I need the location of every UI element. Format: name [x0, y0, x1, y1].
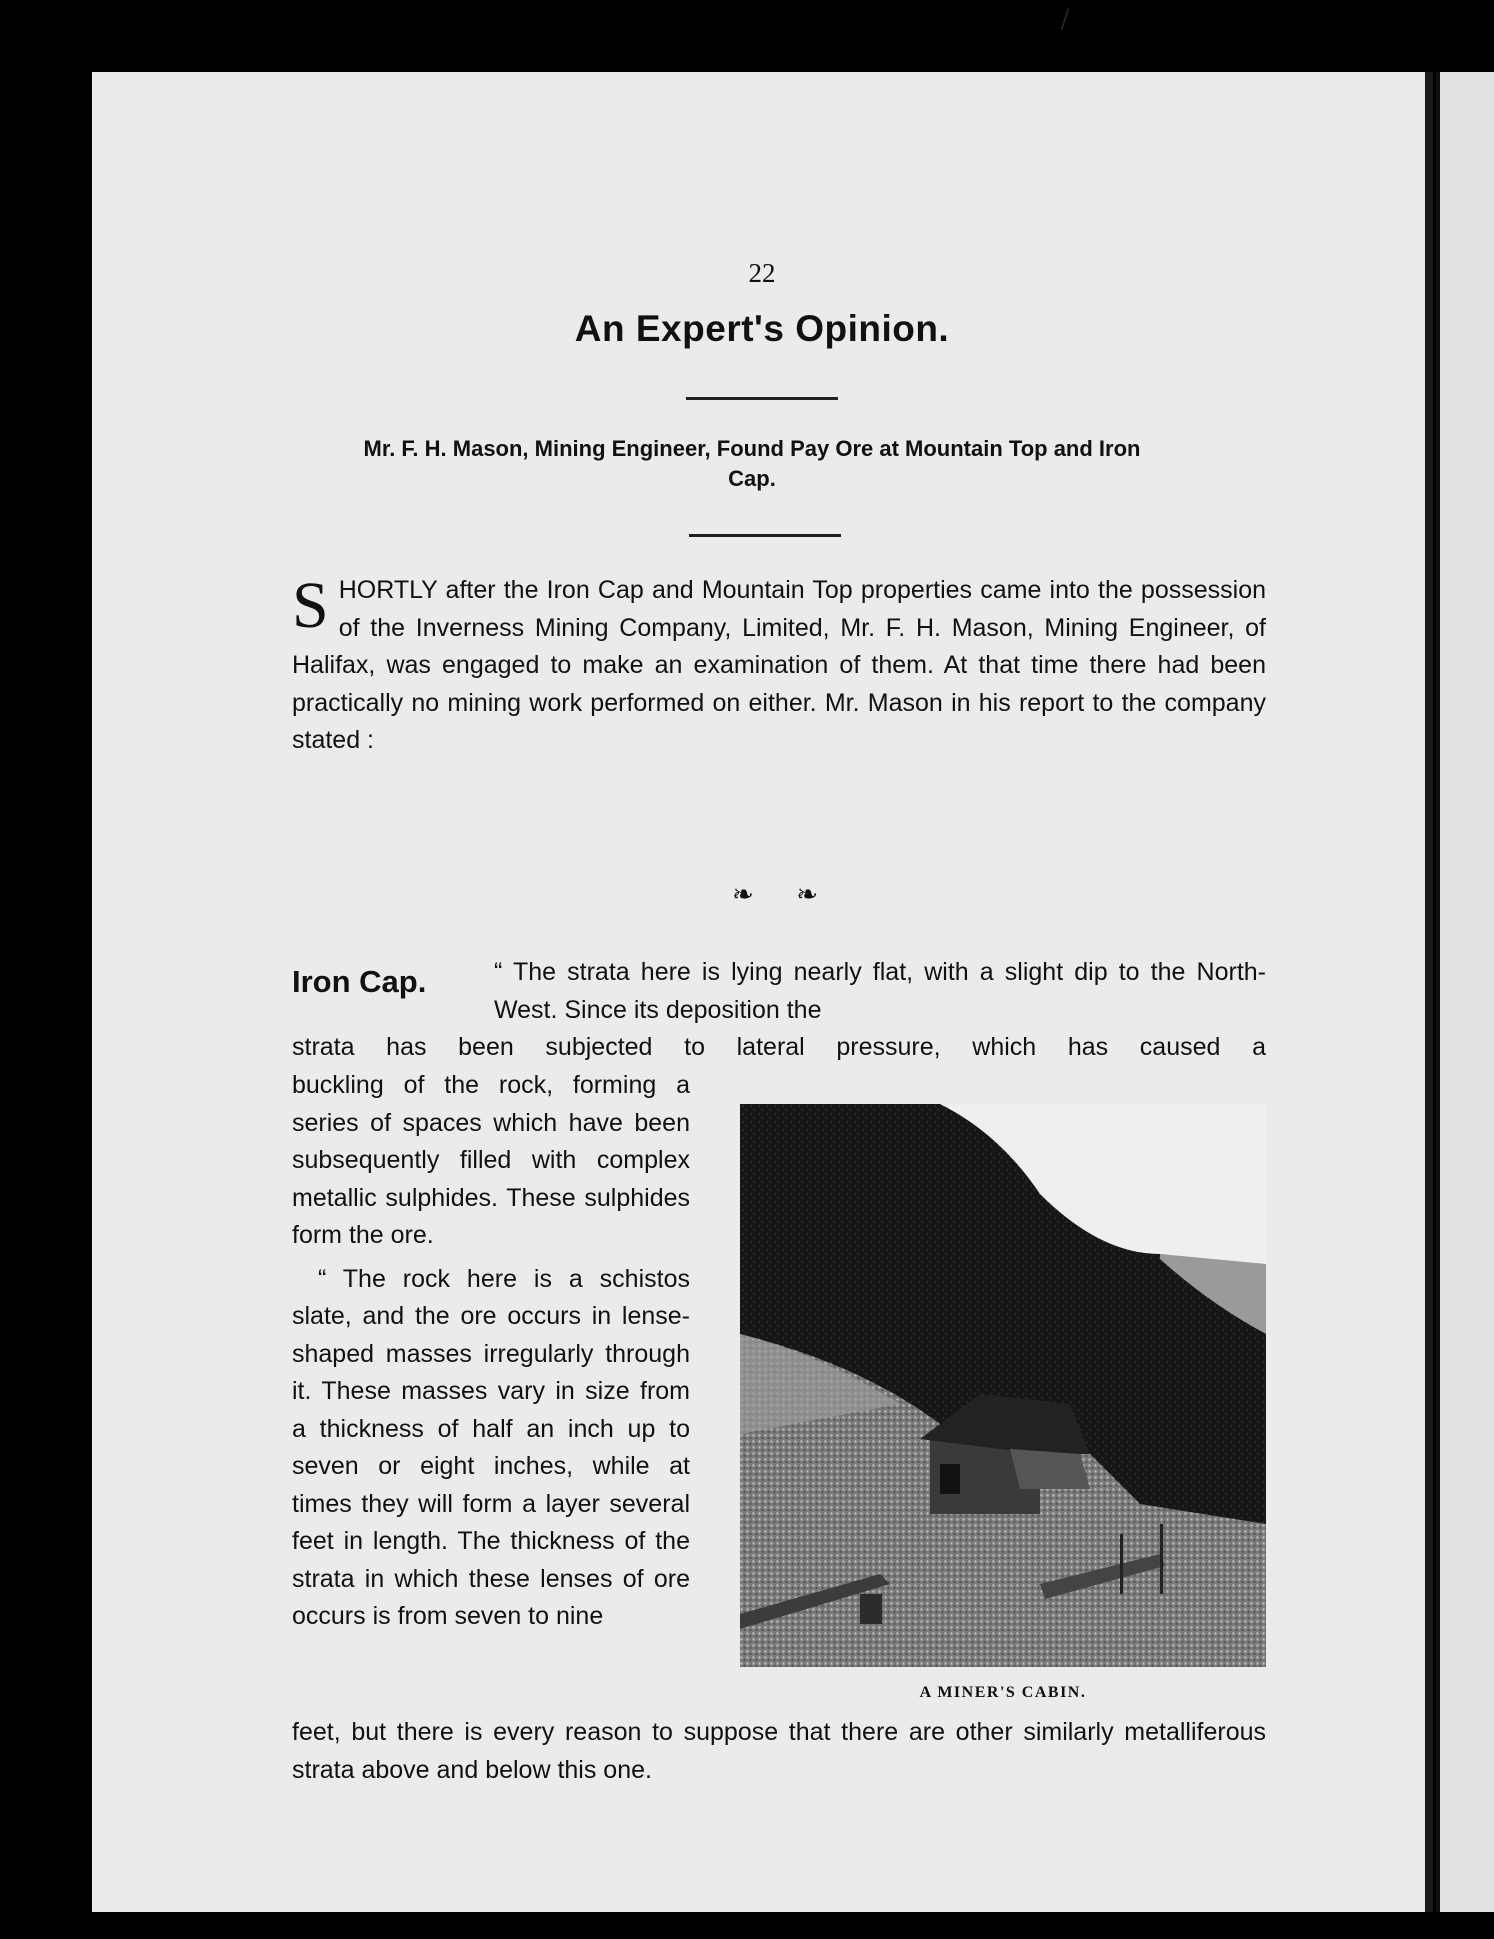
intro-paragraph — [292, 569, 1266, 760]
drop-cap: S — [292, 569, 329, 642]
photo-caption: A MINER'S CABIN. — [919, 1684, 1087, 1701]
iron-cap-full-line: strata has been subjected to lateral pressure, which has caused a — [292, 1033, 1266, 1061]
section-heading-iron-cap: Iron Cap. — [292, 964, 427, 999]
ornament-divider: ❧ ❧ — [732, 880, 837, 909]
column-paragraph-1: buckling of the rock, forming a series of spaces which have been subsequently filled with complex metallic sulphides. These sulphides form the ore. — [292, 1071, 690, 1249]
scan-mark — [1061, 8, 1070, 30]
page-number: 22 — [748, 258, 776, 288]
document-page — [92, 72, 1432, 1912]
iron-cap-tail: feet, but there is every reason to suppose that there are other similarly metalliferous strata above and below this one. — [292, 1718, 1266, 1784]
facing-page-edge — [1436, 72, 1494, 1912]
subheading: Mr. F. H. Mason, Mining Engineer, Found Pay Ore at Mountain Top and Iron Cap. — [363, 436, 1141, 491]
iron-cap-intro: “ The strata here is lying nearly flat, with a slight dip to the North-West. Since its deposition the — [494, 958, 1266, 1024]
miners-cabin-photo — [740, 1104, 1266, 1667]
title-rule — [686, 397, 838, 400]
column-paragraph-2: “ The rock here is a schistos slate, and the ore occurs in lense-shaped masses irregularly through it. These masses vary in size from a thickness of half an inch up to seven or eight inches, while at times they will form a layer several feet in length. The thickness of the strata in which these lenses of ore occurs is from seven to nine — [292, 1264, 690, 1630]
page-fold — [1425, 72, 1433, 1912]
intro-text: HORTLY after the Iron Cap and Mountain Top properties came into the possession of the Inverness Mining Company, Limited, Mr. F. H. Mason, Mining Engineer, of Halifax, was engaged to make an examination of them. At that time there had been practically no mining work performed on either. Mr. Mason in his report to the company stated : — [292, 576, 1266, 754]
text-column — [292, 1067, 690, 1636]
subheading-rule — [689, 534, 841, 537]
page-title: An Expert's Opinion. — [574, 308, 950, 349]
